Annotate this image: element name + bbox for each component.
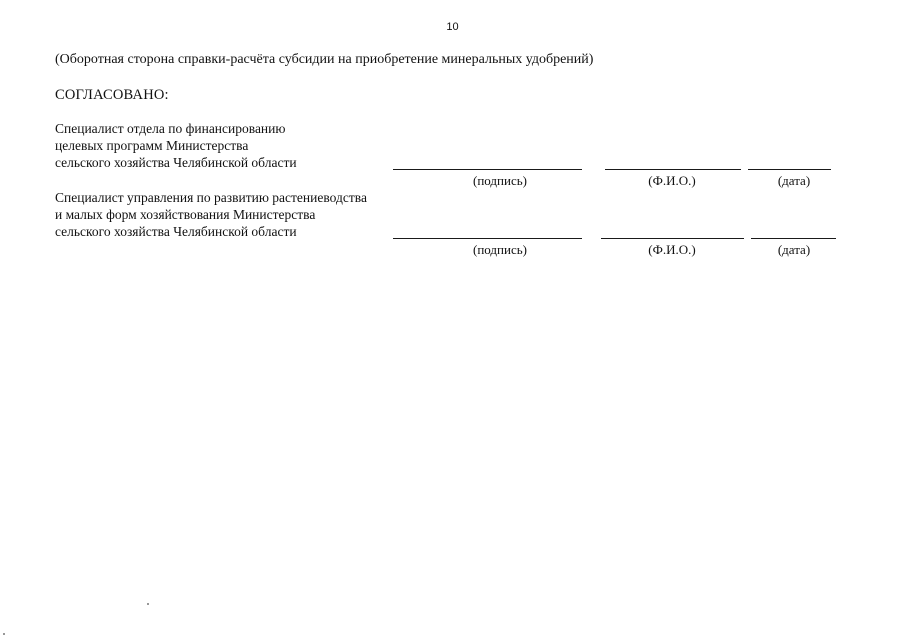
document-caption: (Оборотная сторона справки-расчёта субсидии на приобретение минеральных удобрений): [55, 52, 594, 67]
signatory-2-name-label: (Ф.И.О.): [648, 242, 696, 257]
scan-speck: [3, 633, 5, 635]
signatory-1-line-1: Специалист отдела по финансированию: [55, 121, 286, 136]
signatory-1-line-2: целевых программ Министерства: [55, 138, 249, 153]
signatory-2-line-2: и малых форм хозяйствования Министерства: [55, 207, 316, 222]
signatory-2-signature-line[interactable]: [393, 238, 582, 239]
signatory-1-name-line[interactable]: [605, 169, 741, 170]
signatory-2-date-label: (дата): [777, 242, 811, 257]
signatory-2-line-3: сельского хозяйства Челябинской области: [55, 224, 297, 239]
approved-heading: СОГЛАСОВАНО:: [55, 87, 169, 103]
signatory-2-name-line[interactable]: [601, 238, 744, 239]
signatory-1-position: [55, 120, 297, 171]
signatory-2-signature-label: (подпись): [473, 242, 527, 257]
signatory-1-line-3: сельского хозяйства Челябинской области: [55, 155, 297, 170]
signatory-1-signature-line[interactable]: [393, 169, 582, 170]
signatory-2-line-1: Специалист управления по развитию растениеводства: [55, 190, 367, 205]
signatory-1-date-label: (дата): [777, 173, 811, 188]
signatory-1-name-label: (Ф.И.О.): [648, 173, 696, 188]
signatory-2-position: [55, 189, 367, 240]
scan-speck: [147, 603, 149, 605]
signatory-1-signature-label: (подпись): [473, 173, 527, 188]
signatory-2-date-line[interactable]: [751, 238, 836, 239]
signatory-1-date-line[interactable]: [748, 169, 831, 170]
page-number: 10: [446, 21, 459, 33]
